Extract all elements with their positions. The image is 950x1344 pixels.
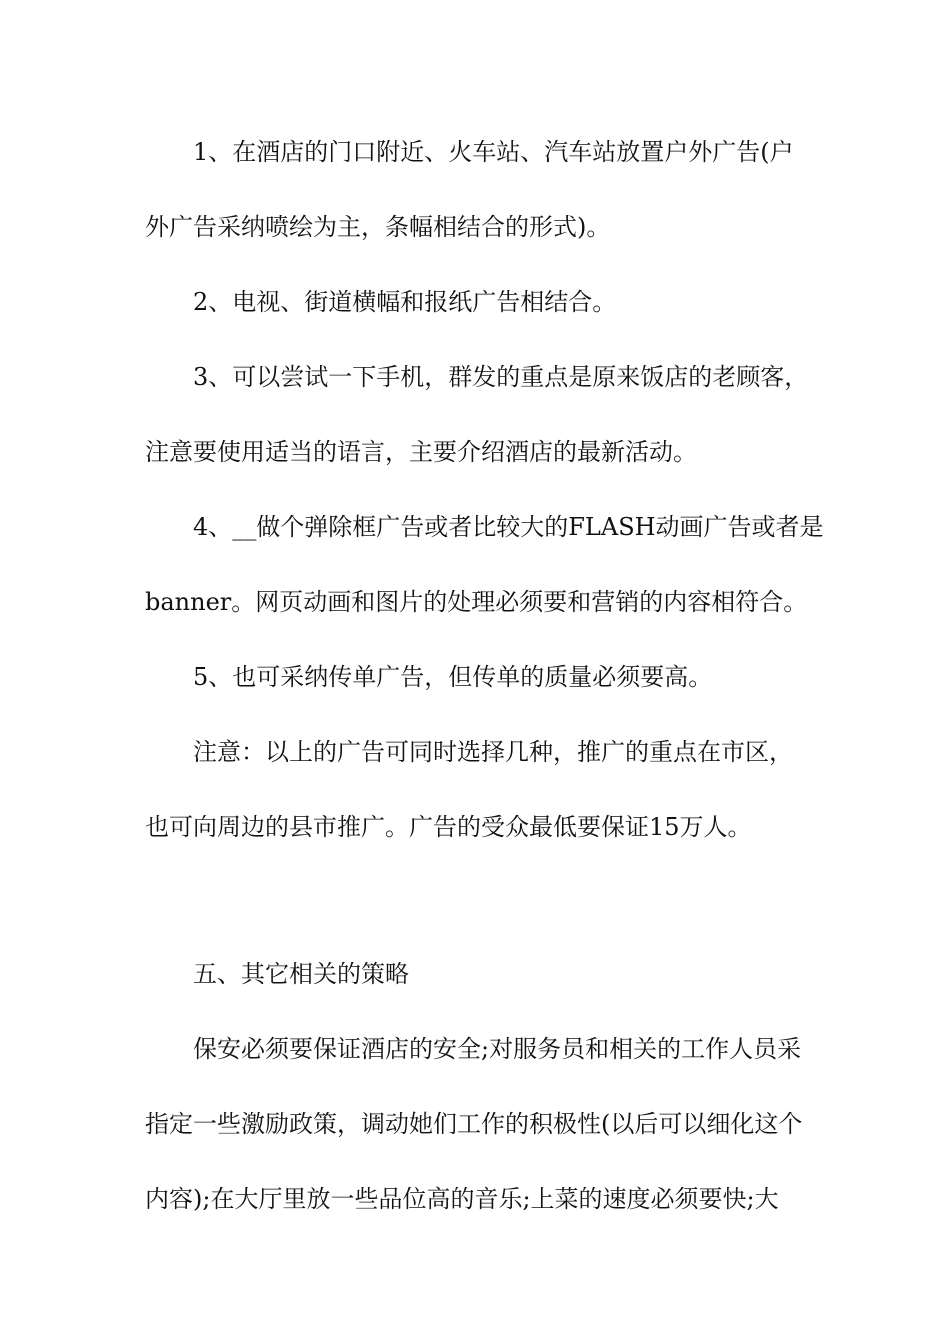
paragraph-line: banner。网页动画和图片的处理必须要和营销的内容相符合。 [145, 588, 808, 616]
paragraph-line: 5、也可采纳传单广告，但传单的质量必须要高。 [193, 663, 713, 691]
paragraph-line: 2、电视、街道横幅和报纸广告相结合。 [193, 288, 617, 316]
paragraph-line: 3、可以尝试一下手机，群发的重点是原来饭店的老顾客， [193, 363, 809, 391]
paragraph-line: 内容);在大厅里放一些品位高的音乐;上菜的速度必须要快;大 [145, 1185, 779, 1213]
section-heading: 五、其它相关的策略 [193, 960, 409, 988]
paragraph-line: 1、在酒店的门口附近、火车站、汽车站放置户外广告(户 [193, 138, 794, 166]
paragraph-line: 外广告采纳喷绘为主，条幅相结合的形式)。 [145, 213, 611, 241]
paragraph-line: 注意要使用适当的语言，主要介绍酒店的最新活动。 [145, 438, 697, 466]
paragraph-line: 4、__做个弹除框广告或者比较大的FLASH动画广告或者是 [193, 513, 824, 541]
paragraph-line: 也可向周边的县市推广。广告的受众最低要保证15万人。 [145, 813, 752, 841]
paragraph-line: 注意：以上的广告可同时选择几种，推广的重点在市区， [193, 738, 793, 766]
paragraph-line: 保安必须要保证酒店的安全;对服务员和相关的工作人员采 [193, 1035, 802, 1063]
paragraph-line: 指定一些激励政策，调动她们工作的积极性(以后可以细化这个 [145, 1110, 803, 1138]
